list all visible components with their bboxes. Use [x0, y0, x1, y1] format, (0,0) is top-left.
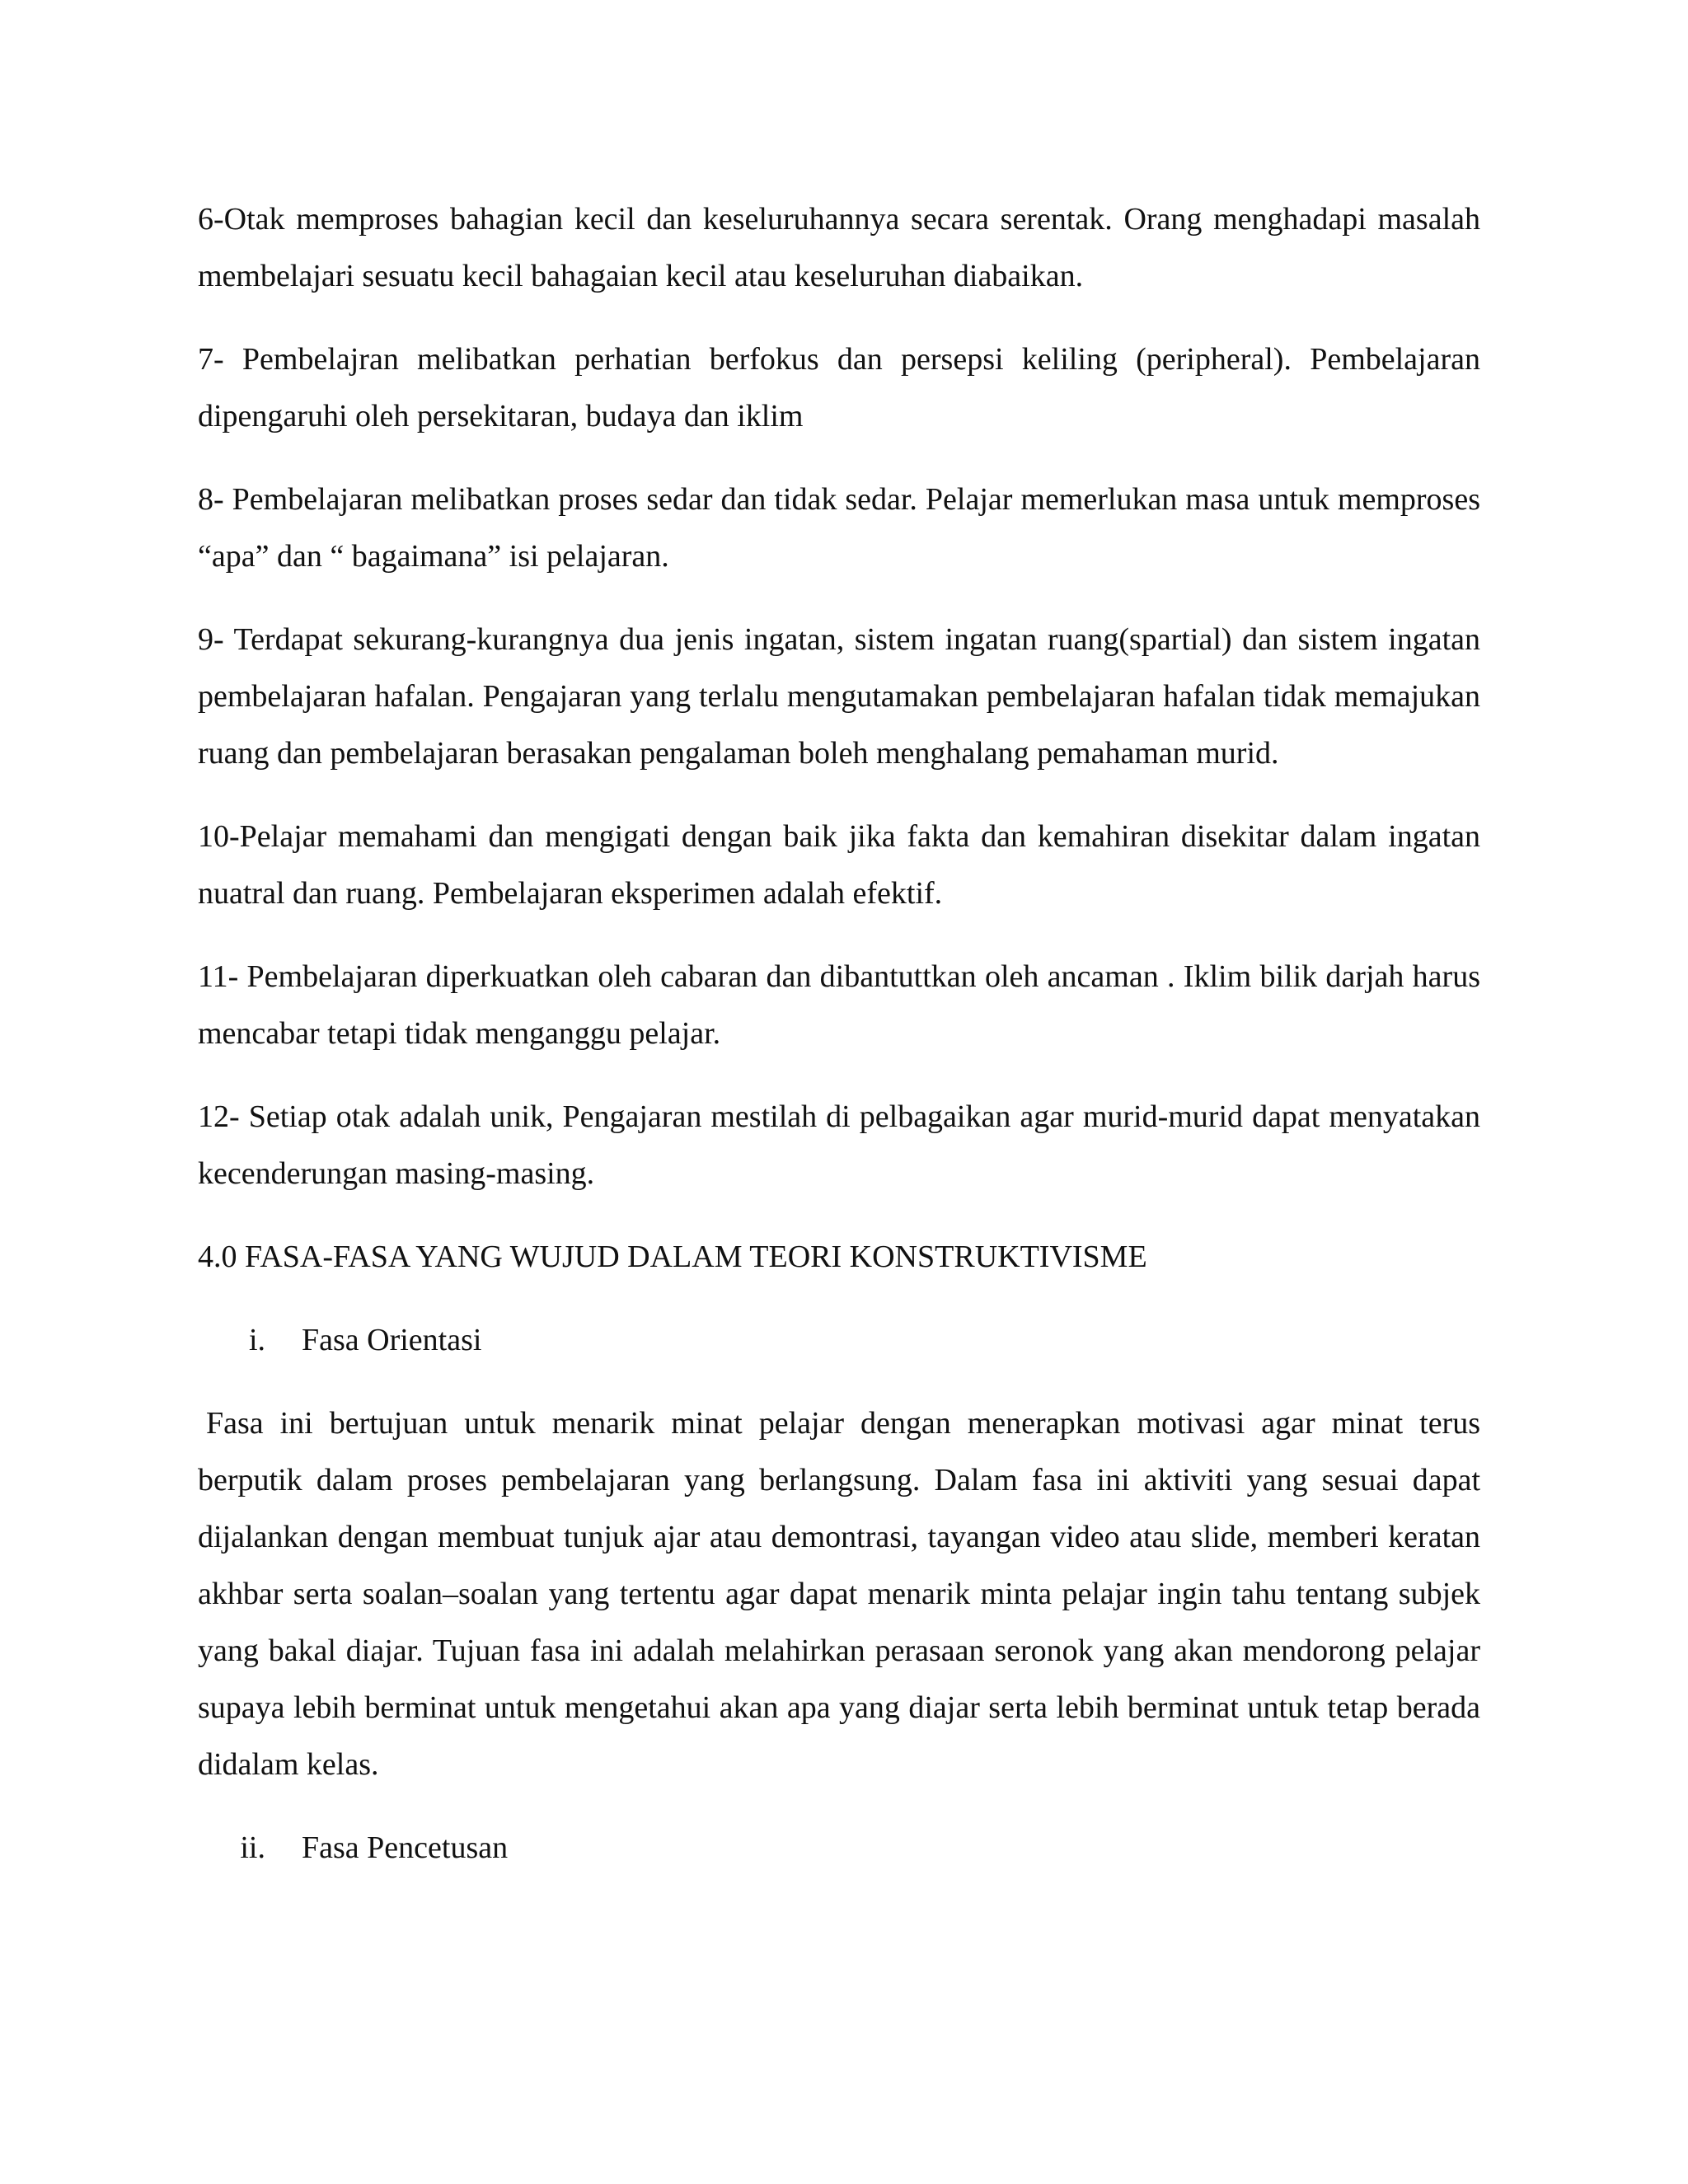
list-title: Fasa Pencetusan	[302, 1830, 509, 1865]
list-number: i.	[248, 1323, 265, 1357]
list-title: Fasa Orientasi	[302, 1323, 482, 1357]
phase-pencetusan-heading	[198, 1820, 1480, 1877]
paragraph-point-11: 11- Pembelajaran diperkuatkan oleh cabaran dan dibantuttkan oleh ancaman . Iklim bilik darjah harus mencabar tetapi tidak menganggu pelajar.	[198, 959, 1480, 1051]
paragraph-point-6: 6-Otak memproses bahagian kecil dan keseluruhannya secara serentak. Orang menghadapi masalah membelajari sesuatu kecil bahagaian kecil atau keseluruhan diabaikan.	[198, 202, 1480, 293]
document-page	[198, 191, 1480, 1903]
phase-orientasi-heading	[198, 1312, 1480, 1369]
list-number: ii.	[240, 1830, 265, 1865]
paragraph-point-7: 7- Pembelajran melibatkan perhatian berfokus dan persepsi keliling (peripheral). Pembelajaran dipengaruhi oleh persekitaran, budaya dan iklim	[198, 342, 1480, 434]
paragraph-point-9: 9- Terdapat sekurang-kurangnya dua jenis ingatan, sistem ingatan ruang(spartial) dan sistem ingatan pembelajaran hafalan. Pengajaran yang terlalu mengutamakan pembelajaran hafalan tidak memajukan ruang dan pembelajaran berasakan pengalaman boleh menghalang pemahaman murid.	[198, 622, 1480, 771]
phase-orientasi-body: Fasa ini bertujuan untuk menarik minat pelajar dengan menerapkan motivasi agar minat terus berputik dalam proses pembelajaran yang berlangsung. Dalam fasa ini aktiviti yang sesuai dapat dijalankan dengan membuat tunjuk ajar atau demontrasi, tayangan video atau slide, memberi keratan akhbar serta soalan–soalan yang tertentu agar dapat menarik minta pelajar ingin tahu tentang subjek yang bakal diajar. Tujuan fasa ini adalah melahirkan perasaan seronok yang akan mendorong pelajar supaya lebih berminat untuk mengetahui akan apa yang diajar serta lebih berminat untuk tetap berada didalam kelas.	[198, 1406, 1480, 1782]
paragraph-point-12: 12- Setiap otak adalah unik, Pengajaran mestilah di pelbagaikan agar murid-murid dapat menyatakan kecenderungan masing-masing.	[198, 1099, 1480, 1191]
paragraph-point-8: 8- Pembelajaran melibatkan proses sedar dan tidak sedar. Pelajar memerlukan masa untuk memproses “apa” dan “ bagaimana” isi pelajaran.	[198, 482, 1480, 574]
paragraph-point-10: 10-Pelajar memahami dan mengigati dengan baik jika fakta dan kemahiran disekitar dalam ingatan nuatral dan ruang. Pembelajaran eksperimen adalah efektif.	[198, 819, 1480, 911]
section-heading: 4.0 FASA-FASA YANG WUJUD DALAM TEORI KONSTRUKTIVISME	[198, 1240, 1147, 1274]
